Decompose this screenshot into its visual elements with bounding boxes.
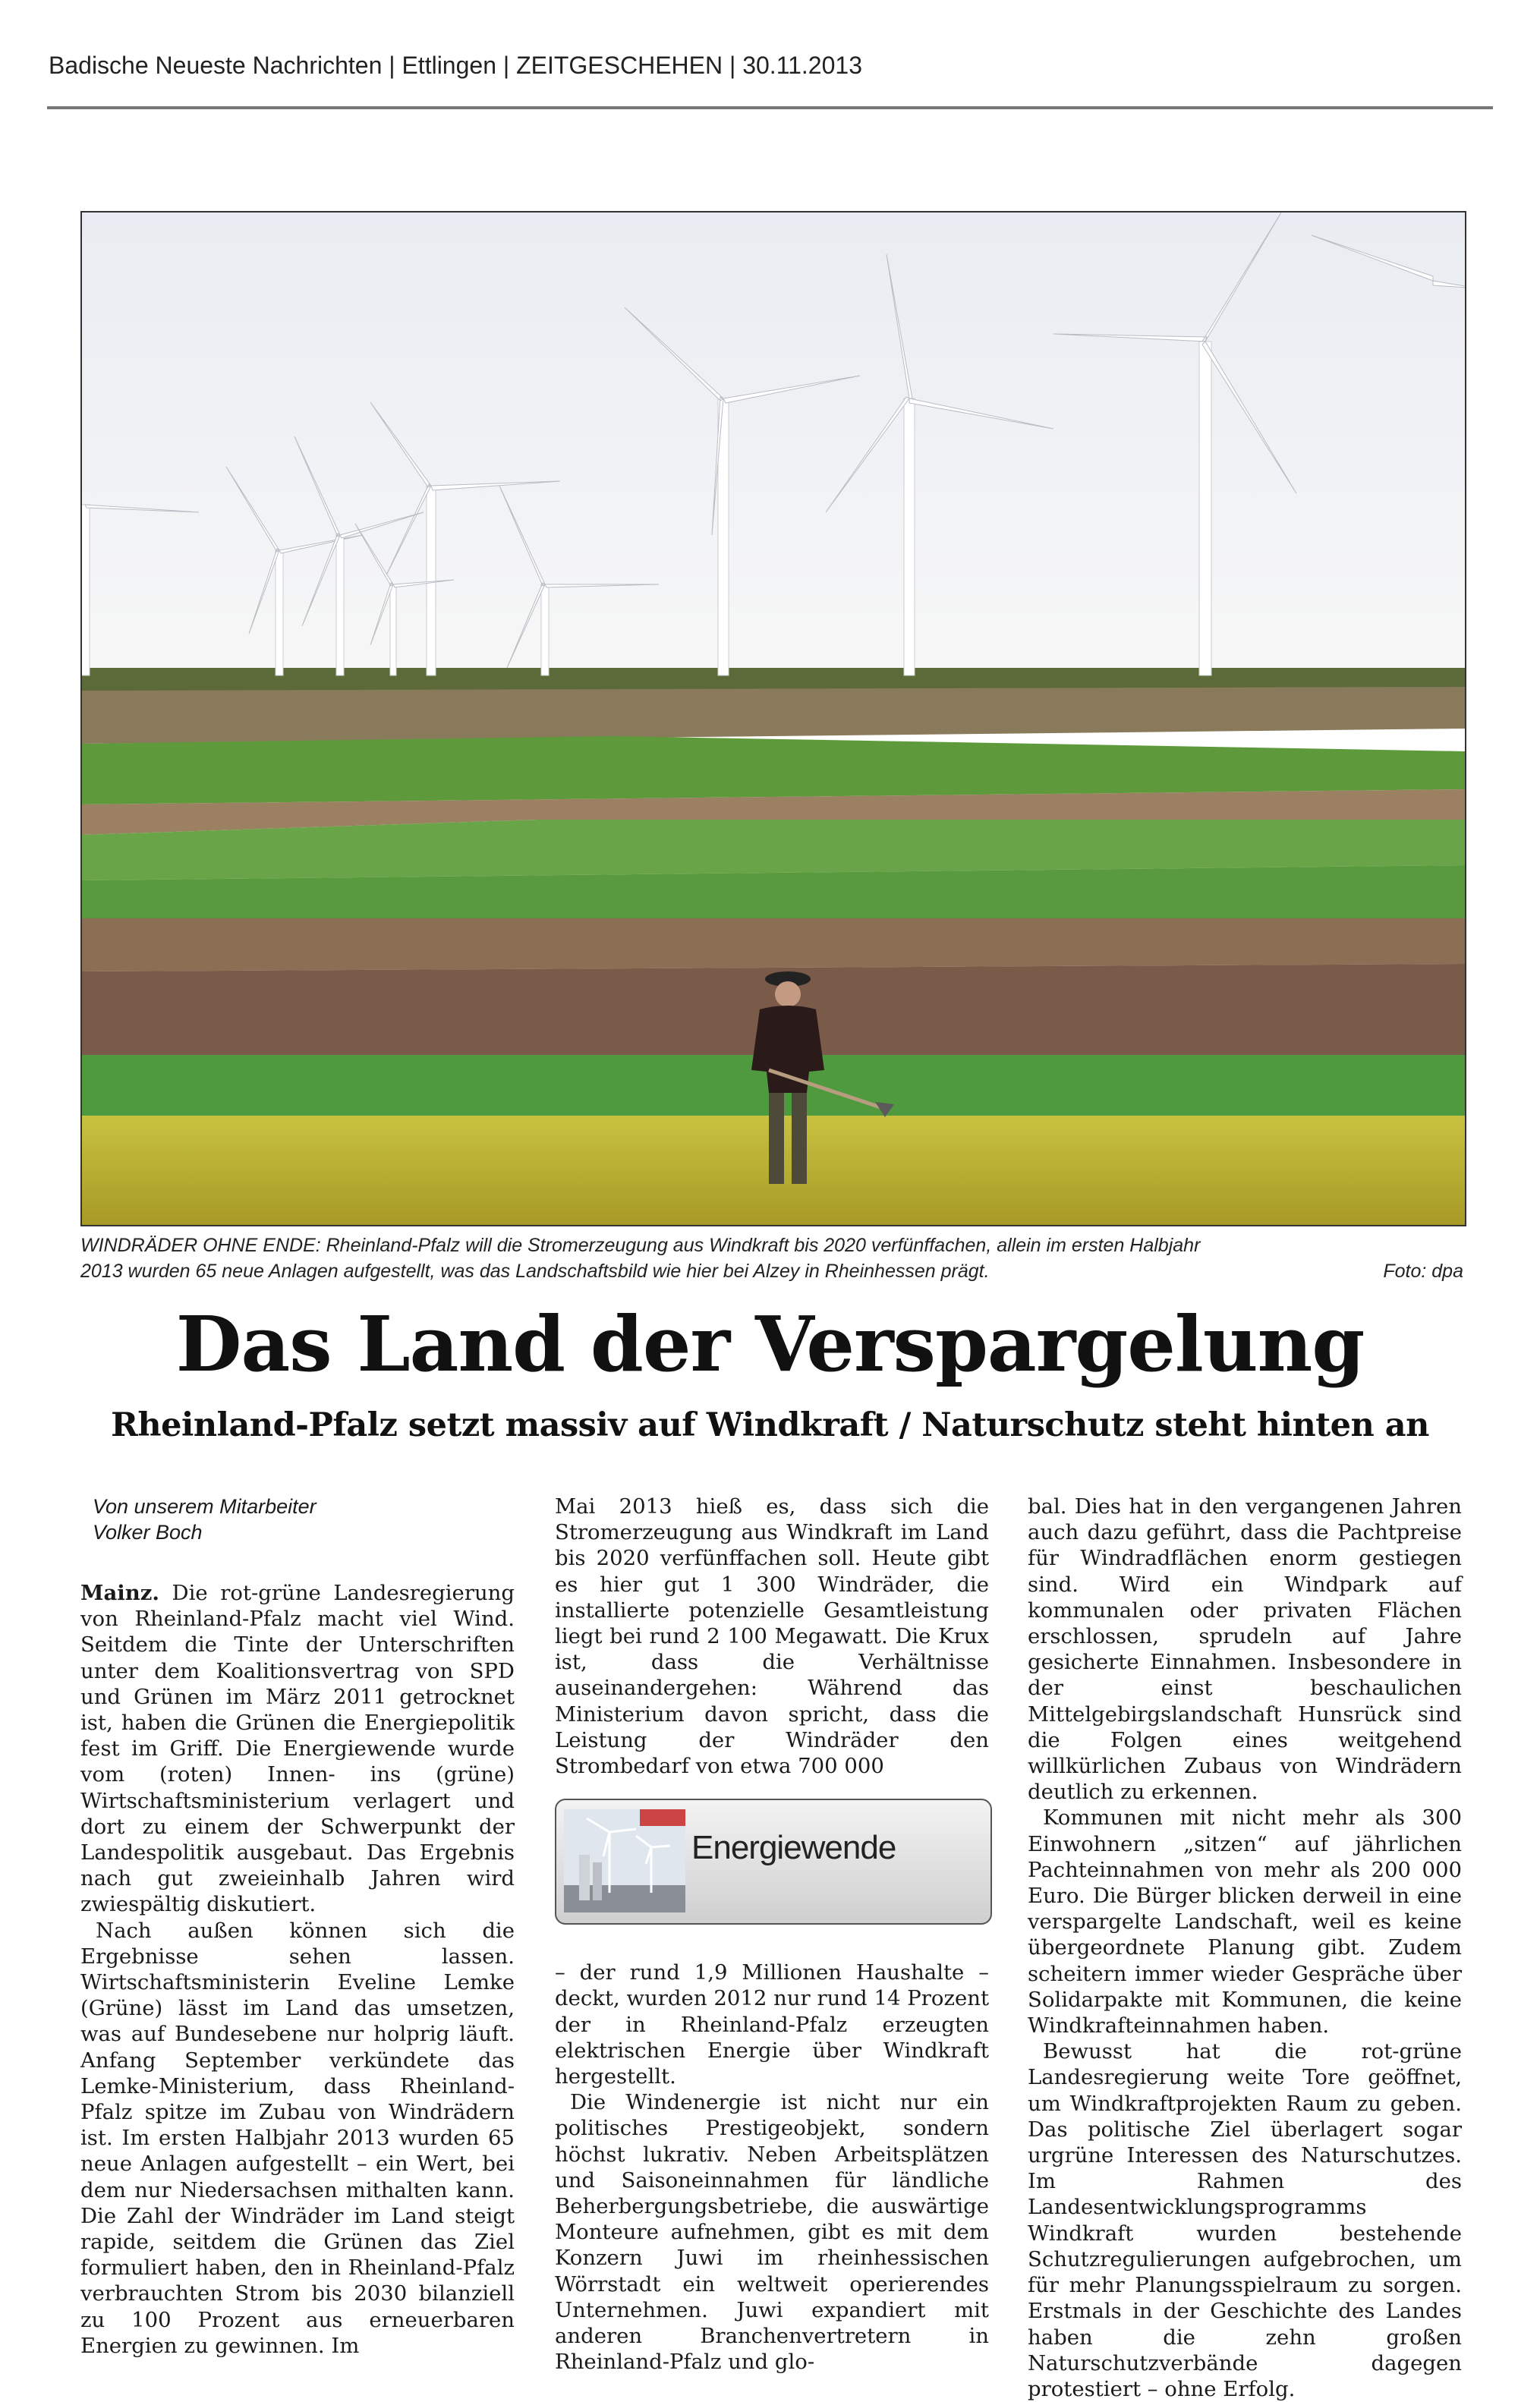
article-column-2 — [555, 1494, 989, 2375]
byline-line-1: Von unserem Mitarbeiter — [93, 1495, 317, 1518]
caption-line-1: WINDRÄDER OHNE ENDE: Rheinland-Pfalz will die Stromerzeugung aus Windkraft bis 2020 verfünffachen, allein im ersten Halbjahr — [80, 1235, 1201, 1256]
article-paragraph: Kommunen mit nicht mehr als 300 Einwohnern „sitzen“ auf jährlichen Pachteinnahmen von mehr als 200 000 Euro. Die Bürger blicken derweil in eine verspargelte Landschaft, weil es keine übergeordnete Planung gibt. Zudem scheitern immer wieder Gespräche über Solidarpakte mit Kommunen, die keine Windkrafteinnahmen haben. — [1028, 1805, 1462, 2038]
article-paragraph: bal. Dies hat in den vergangenen Jahren auch dazu geführt, dass die Pachtpreise für Windradflächen enorm gestiegen sind. Wird ein Windpark auf kommunalen oder privaten Flächen erschlossen, sprudeln auf Jahre gesicherte Einnahmen. Insbesondere in der einst beschaulichen Mittelgebirgslandschaft Hunsrück sind die Folgen eines weitgehend willkürlichen Zubaus von Windrädern deutlich zu erkennen. — [1028, 1494, 1462, 1805]
byline-author: Volker Boch — [93, 1521, 203, 1544]
article-paragraph: Die Windenergie ist nicht nur ein politisches Prestigeobjekt, sondern höchst lukrativ. Neben Arbeitsplätzen und Saisoneinnahmen für ländliche Beherbergungsbetriebe, die auswärtige Monteure aufnehmen, gibt es mit dem Konzern Juwi im rheinhessischen Wörrstadt ein weltweit operierendes Unternehmen. Juwi expandiert mit anderen Branchenvertretern in Rheinland-Pfalz und glo- — [555, 2090, 989, 2375]
headline: Das Land der Verspargelung — [175, 1299, 1365, 1389]
byline — [80, 1494, 515, 1545]
article-paragraph: Nach außen können sich die Ergebnisse sehen lassen. Wirtschaftsministerin Eveline Lemke (Grüne) lässt im Land das umsetzen, was auf Bundesebene nur holprig läuft. Anfang September verkündete das Lemke-Ministerium, dass Rheinland-Pfalz spitze im Zubau von Windrädern ist. Im ersten Halbjahr 2013 wurden 65 neue Anlagen aufgestellt – ein Wert, bei dem nur Niedersachsen mithalten kann. Die Zahl der Windräder im Land steigt rapide, seitdem die Grünen das Ziel formuliert haben, den in Rheinland-Pfalz verbrauchten Strom bis 2030 bilanziell zu 100 Prozent aus erneuerbaren Energien zu gewinnen. Im — [80, 1918, 515, 2358]
caption-line-2: 2013 wurden 65 neue Anlagen aufgestellt, was das Landschaftsbild wie hier bei Alzey in Rheinhessen prägt. — [80, 1261, 990, 1282]
photo-caption — [80, 1232, 1463, 1284]
article-paragraph: – der rund 1,9 Millionen Haushalte – deckt, wurden 2012 nur rund 14 Prozent der in Rheinland-Pfalz erzeugten elektrischen Energie über Windkraft hergestellt. — [555, 1960, 989, 2089]
header-rule — [47, 106, 1493, 109]
subheadline: Rheinland-Pfalz setzt massiv auf Windkraft / Naturschutz steht hinten an — [111, 1406, 1429, 1444]
photo-credit: Foto: dpa — [1383, 1261, 1463, 1282]
article-text: Die rot-grüne Landesregierung von Rheinland-Pfalz macht viel Wind. Seitdem die Tinte der Unterschriften unter dem Koalitionsvertrag von SPD und Grünen im März 2011 getrocknet ist, haben die Grünen die Energiepolitik fest im Griff. Die Energiewende wurde vom (roten) Innen- ins (grüne) Wirtschaftsministerium verlagert und dort zu einem der Schwerpunkt der Landespolitik ausgebaut. Das Ergebnis nach gut zweieinhalb Jahren wird zwiespältig diskutiert. — [80, 1581, 515, 1917]
article-paragraph: Bewusst hat die rot-grüne Landesregierung weite Tore geöffnet, um Windkraftprojekten Raum zu geben. Das politische Ziel überlagert sogar urgrüne Interessen des Naturschutzes. Im Rahmen des Landesentwicklungsprogramms Windkraft wurden bestehende Schutzregulierungen aufgebrochen, um für mehr Planungsspielraum zu sorgen. Erstmals in der Geschichte des Landes haben die zehn großen Naturschutzverbände dagegen protestiert – ohne Erfolg. — [1028, 2039, 1462, 2401]
article-column-1 — [80, 1494, 515, 2359]
wind-farm-photo — [80, 211, 1466, 1226]
dateline: Mainz. — [80, 1581, 159, 1605]
article-paragraph: Mai 2013 hieß es, dass sich die Stromerzeugung aus Windkraft im Land bis 2020 verfünffachen soll. Heute gibt es hier gut 1 300 Windräder, die installierte potenzielle Gesamtleistung liegt bei rund 2 100 Megawatt. Die Krux ist, dass die Verhältnisse auseinandergehen: Während das Ministerium davon spricht, dass die Leistung der Windräder den Strombedarf von etwa 700 000 — [555, 1494, 989, 1779]
article-column-3 — [1028, 1494, 1462, 2402]
masthead: Badische Neueste Nachrichten | Ettlingen | ZEITGESCHEHEN | 30.11.2013 — [49, 52, 862, 79]
energiewende-infobox — [555, 1799, 992, 1925]
wind-turbine-thumbnail-icon — [564, 1809, 685, 1912]
infobox-label: Energiewende — [691, 1829, 896, 1867]
article-paragraph — [80, 1580, 515, 1918]
